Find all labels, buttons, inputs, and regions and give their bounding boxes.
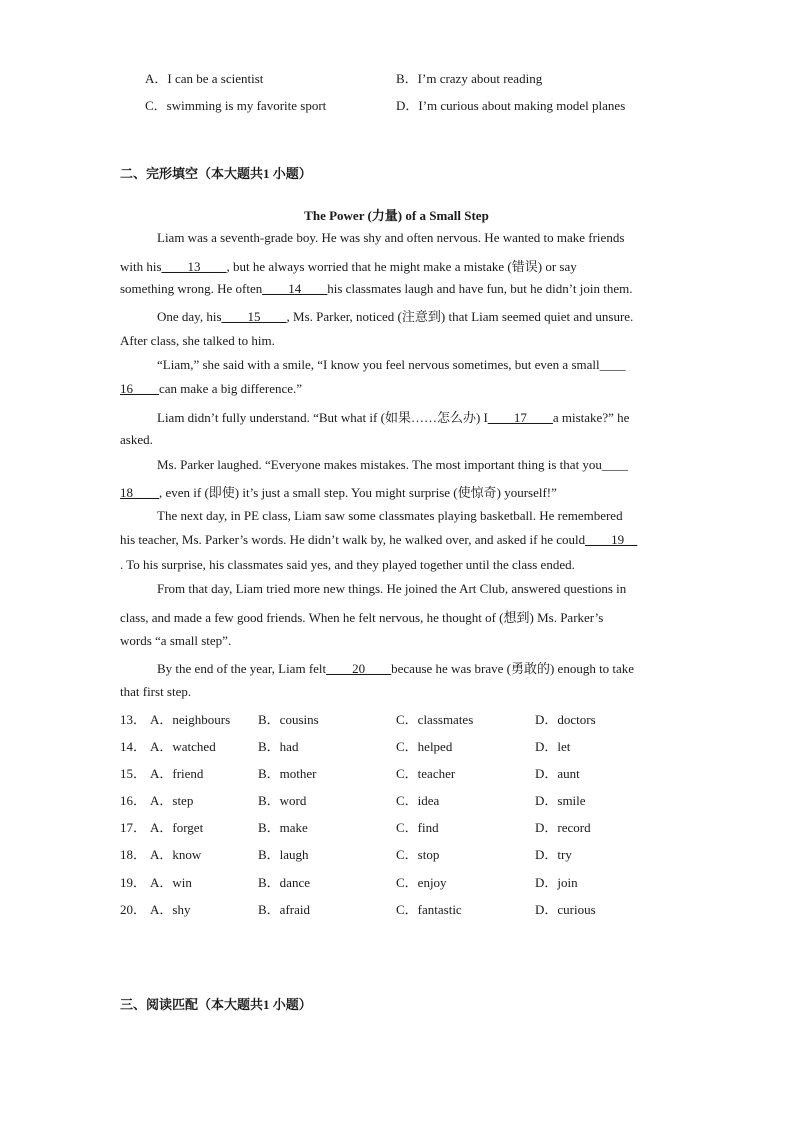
passage-line: By the end of the year, Liam felt____20____because he was brave (勇敢的) enough to take — [157, 661, 635, 676]
passage-line: 16____can make a big difference.” — [120, 381, 303, 396]
blank-17: ____17____ — [487, 410, 553, 425]
passage-line: 18____, even if (即使) it’s just a small step. You might surprise (使惊奇) yourself!” — [120, 485, 557, 500]
passage-line: his teacher, Ms. Parker’s words. He didn’t walk by, he walked over, and asked if he could____19__ — [120, 532, 638, 547]
passage-line: After class, she talked to him. — [120, 333, 275, 348]
passage-line: . To his surprise, his classmates said yes, and they played together until the class ended. — [120, 557, 575, 572]
passage-line: with his____13____, but he always worried that he might make a mistake (错误) or say — [120, 259, 577, 274]
blank-19: ____19__ — [585, 532, 638, 547]
passage-line: something wrong. He often____14____his classmates laugh and have fun, but he didn’t join them. — [120, 281, 633, 296]
passage-line: From that day, Liam tried more new things. He joined the Art Club, answered questions in — [157, 581, 627, 596]
passage-line: class, and made a few good friends. When he felt nervous, he thought of (想到) Ms. Parker’s — [120, 610, 604, 625]
option-a: A．I can be a scientist — [145, 71, 264, 86]
passage-line: that first step. — [120, 684, 192, 699]
option-d: D．I’m curious about making model planes — [396, 98, 626, 113]
passage-line: Liam was a seventh-grade boy. He was shy and often nervous. He wanted to make friends — [157, 230, 625, 245]
section-heading-reading-matching: 三、阅读匹配（本大题共1 小题） — [120, 997, 312, 1012]
blank-20: ____20____ — [326, 661, 392, 676]
option-b: B．I’m crazy about reading — [396, 71, 543, 86]
blank-18: 18____ — [120, 485, 159, 500]
blank-13: ____13____ — [161, 259, 227, 274]
option-c: C．swimming is my favorite sport — [145, 98, 327, 113]
passage-line: Ms. Parker laughed. “Everyone makes mistakes. The most important thing is that you____ — [157, 457, 628, 472]
passage-title: The Power (力量) of a Small Step — [304, 208, 489, 223]
passage-line: asked. — [120, 432, 153, 447]
passage-line: Liam didn’t fully understand. “But what if (如果……怎么办) I____17____a mistake?” he — [157, 410, 630, 425]
passage-line: “Liam,” she said with a smile, “I know you feel nervous sometimes, but even a small____ — [157, 357, 626, 372]
passage-line: words “a small step”. — [120, 633, 232, 648]
blank-14: ____14____ — [262, 281, 328, 296]
section-heading-cloze: 二、完形填空（本大题共1 小题） — [120, 166, 312, 181]
blank-16: 16____ — [120, 381, 159, 396]
passage-line: One day, his____15____, Ms. Parker, noticed (注意到) that Liam seemed quiet and unsure. — [157, 309, 634, 324]
blank-15: ____15____ — [221, 309, 287, 324]
passage-line: The next day, in PE class, Liam saw some classmates playing basketball. He remembered — [157, 508, 623, 523]
